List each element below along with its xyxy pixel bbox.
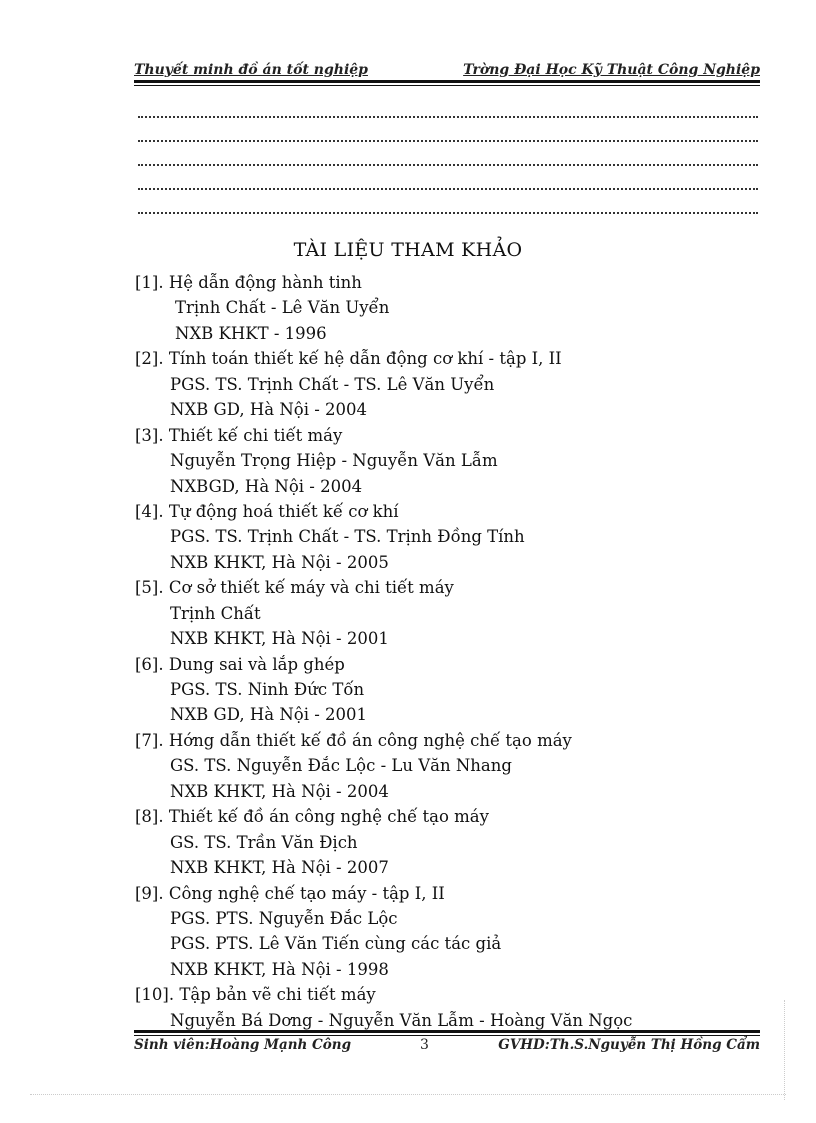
reference-2-authors: PGS. TS. Trịnh Chất - TS. Lê Văn Uyển [170, 374, 495, 394]
reference-7-authors: GS. TS. Nguyễn Đắc Lộc - Lu Văn Nhang [170, 756, 512, 776]
reference-9-author-2: PGS. PTS. Lê Văn Tiến cùng các tác giả [170, 934, 502, 954]
reference-3-heading: [3]. Thiết kế chi tiết máy [135, 425, 343, 445]
footer-rule-thick [134, 1030, 760, 1033]
dotted-line [138, 116, 758, 118]
reference-list [135, 270, 755, 1033]
reference-8-authors: GS. TS. Trần Văn Địch [170, 832, 358, 852]
reference-1-publisher: NXB KHKT - 1996 [175, 323, 327, 343]
page-border-dots [30, 1094, 786, 1095]
reference-10-authors: Nguyễn Bá Dơng - Nguyễn Văn Lẫm - Hoàng Văn Ngọc [170, 1010, 633, 1030]
reference-5-authors: Trịnh Chất [170, 603, 261, 623]
reference-6-heading: [6]. Dung sai và lắp ghép [135, 654, 345, 674]
reference-2-publisher: NXB GD, Hà Nội - 2004 [170, 400, 368, 420]
reference-4-authors: PGS. TS. Trịnh Chất - TS. Trịnh Đồng Tính [170, 527, 525, 547]
dotted-line [138, 212, 758, 214]
reference-9-heading: [9]. Công nghệ chế tạo máy - tập I, II [135, 883, 445, 903]
reference-1-heading: [1]. Hệ dẫn động hành tinh [135, 273, 362, 292]
header-right-text: Trờng Đại Học Kỹ Thuật Công Nghiệp [463, 62, 760, 78]
reference-1-authors: Trịnh Chất - Lê Văn Uyển [175, 298, 390, 318]
dotted-line [138, 188, 758, 190]
page-number: 3 [420, 1037, 429, 1053]
reference-3-publisher: NXBGD, Hà Nội - 2004 [170, 476, 363, 496]
dotted-line [138, 140, 758, 142]
header-rule-thick [134, 80, 760, 83]
page-border-dots-right [784, 1000, 785, 1100]
reference-6-authors: PGS. TS. Ninh Đức Tốn [170, 680, 365, 699]
header-rule-thin [134, 85, 760, 86]
reference-8-publisher: NXB KHKT, Hà Nội - 2007 [170, 858, 389, 878]
footer-advisor: GVHD:Th.S.Nguyễn Thị Hồng Cẩm [498, 1037, 760, 1053]
reference-7-publisher: NXB KHKT, Hà Nội - 2004 [170, 781, 389, 801]
reference-5-publisher: NXB KHKT, Hà Nội - 2001 [170, 629, 389, 649]
reference-7-heading: [7]. Hớng dẫn thiết kế đồ án công nghệ chế tạo máy [135, 730, 572, 750]
page-footer [134, 1037, 760, 1059]
reference-6-publisher: NXB GD, Hà Nội - 2001 [170, 705, 368, 725]
reference-4-publisher: NXB KHKT, Hà Nội - 2005 [170, 552, 389, 572]
reference-4-heading: [4]. Tự động hoá thiết kế cơ khí [135, 501, 399, 521]
page-title: TÀI LIỆU THAM KHẢO [293, 239, 523, 261]
header-left-text: Thuyết minh đồ án tốt nghiệp [134, 62, 368, 78]
dotted-line [138, 164, 758, 166]
reference-2-heading: [2]. Tính toán thiết kế hệ dẫn động cơ khí - tập I, II [135, 349, 562, 369]
reference-9-author-1: PGS. PTS. Nguyễn Đắc Lộc [170, 908, 398, 928]
footer-student: Sinh viên:Hoàng Mạnh Công [134, 1037, 352, 1053]
reference-9-publisher: NXB KHKT, Hà Nội - 1998 [170, 959, 389, 979]
reference-10-heading: [10]. Tập bản vẽ chi tiết máy [135, 985, 376, 1005]
reference-5-heading: [5]. Cơ sở thiết kế máy và chi tiết máy [135, 578, 454, 598]
footer-rule-thin [134, 1035, 760, 1036]
reference-8-heading: [8]. Thiết kế đồ án công nghệ chế tạo máy [135, 807, 489, 827]
reference-3-authors: Nguyễn Trọng Hiệp - Nguyễn Văn Lẫm [170, 451, 498, 471]
